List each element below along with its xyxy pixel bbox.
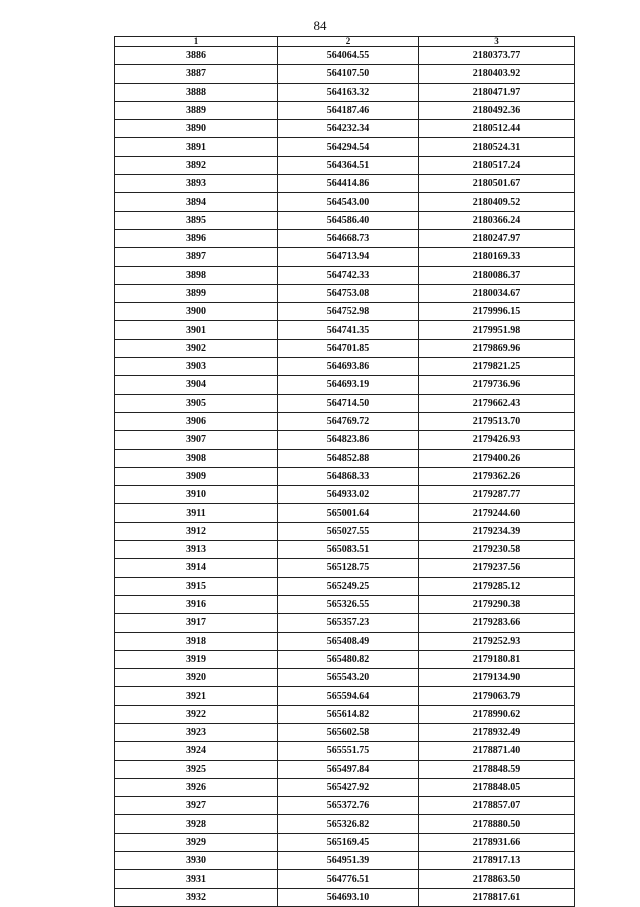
cell-point-number: 3909 [115,467,278,485]
cell-y-coordinate: 2178932.49 [419,723,575,741]
cell-y-coordinate: 2179063.79 [419,687,575,705]
cell-x-coordinate: 564753.08 [278,284,419,302]
cell-y-coordinate: 2180471.97 [419,83,575,101]
cell-x-coordinate: 564107.50 [278,65,419,83]
table-row [115,577,575,595]
coordinates-table [114,36,575,907]
cell-y-coordinate: 2180086.37 [419,266,575,284]
cell-y-coordinate: 2180512.44 [419,120,575,138]
cell-point-number: 3910 [115,486,278,504]
cell-y-coordinate: 2179996.15 [419,303,575,321]
cell-y-coordinate: 2179736.96 [419,376,575,394]
cell-x-coordinate: 565408.49 [278,632,419,650]
cell-point-number: 3889 [115,101,278,119]
cell-y-coordinate: 2179234.39 [419,522,575,540]
cell-point-number: 3926 [115,778,278,796]
cell-x-coordinate: 564693.10 [278,888,419,906]
cell-x-coordinate: 565326.82 [278,815,419,833]
cell-y-coordinate: 2180409.52 [419,193,575,211]
cell-x-coordinate: 565326.55 [278,595,419,613]
cell-y-coordinate: 2178848.05 [419,778,575,796]
cell-x-coordinate: 565001.64 [278,504,419,522]
table-row [115,687,575,705]
table-row [115,541,575,559]
table-row [115,120,575,138]
cell-point-number: 3914 [115,559,278,577]
cell-y-coordinate: 2179821.25 [419,358,575,376]
cell-y-coordinate: 2180169.33 [419,248,575,266]
table-row [115,632,575,650]
table-row [115,870,575,888]
table-row [115,412,575,430]
table-row [115,211,575,229]
cell-point-number: 3901 [115,321,278,339]
table-row [115,852,575,870]
column-header-point-number: 1 [115,37,278,47]
table-body [115,47,575,907]
table-row [115,376,575,394]
cell-point-number: 3928 [115,815,278,833]
cell-x-coordinate: 564713.94 [278,248,419,266]
page-number: 84 [313,18,327,33]
table-row [115,339,575,357]
cell-point-number: 3920 [115,669,278,687]
cell-point-number: 3927 [115,797,278,815]
cell-x-coordinate: 564823.86 [278,431,419,449]
cell-y-coordinate: 2178990.62 [419,705,575,723]
cell-x-coordinate: 565128.75 [278,559,419,577]
cell-y-coordinate: 2180373.77 [419,47,575,65]
cell-y-coordinate: 2179230.58 [419,541,575,559]
cell-x-coordinate: 564586.40 [278,211,419,229]
cell-y-coordinate: 2178848.59 [419,760,575,778]
cell-x-coordinate: 565602.58 [278,723,419,741]
cell-point-number: 3902 [115,339,278,357]
cell-point-number: 3931 [115,870,278,888]
table-row [115,303,575,321]
cell-y-coordinate: 2179252.93 [419,632,575,650]
table-row [115,723,575,741]
table-row [115,669,575,687]
cell-x-coordinate: 564668.73 [278,229,419,247]
table-row [115,248,575,266]
table-row [115,138,575,156]
cell-point-number: 3921 [115,687,278,705]
table-row [115,394,575,412]
table-row [115,614,575,632]
cell-point-number: 3894 [115,193,278,211]
table-row [115,83,575,101]
cell-y-coordinate: 2180524.31 [419,138,575,156]
table-row [115,760,575,778]
cell-y-coordinate: 2179244.60 [419,504,575,522]
cell-x-coordinate: 564742.33 [278,266,419,284]
cell-y-coordinate: 2180492.36 [419,101,575,119]
cell-point-number: 3888 [115,83,278,101]
cell-y-coordinate: 2178857.07 [419,797,575,815]
table-row [115,595,575,613]
cell-y-coordinate: 2178817.61 [419,888,575,906]
header-row [115,37,575,47]
cell-x-coordinate: 565169.45 [278,833,419,851]
cell-point-number: 3908 [115,449,278,467]
table-row [115,284,575,302]
cell-y-coordinate: 2180501.67 [419,175,575,193]
table-row [115,229,575,247]
cell-point-number: 3917 [115,614,278,632]
cell-y-coordinate: 2179662.43 [419,394,575,412]
cell-x-coordinate: 564933.02 [278,486,419,504]
cell-point-number: 3887 [115,65,278,83]
cell-x-coordinate: 565480.82 [278,650,419,668]
cell-point-number: 3893 [115,175,278,193]
table-row [115,705,575,723]
cell-y-coordinate: 2179180.81 [419,650,575,668]
cell-x-coordinate: 564741.35 [278,321,419,339]
cell-x-coordinate: 564714.50 [278,394,419,412]
table-row [115,522,575,540]
table-row [115,65,575,83]
cell-point-number: 3916 [115,595,278,613]
cell-point-number: 3907 [115,431,278,449]
table-row [115,486,575,504]
cell-point-number: 3896 [115,229,278,247]
cell-y-coordinate: 2179400.26 [419,449,575,467]
cell-point-number: 3919 [115,650,278,668]
cell-point-number: 3930 [115,852,278,870]
cell-y-coordinate: 2179237.56 [419,559,575,577]
cell-point-number: 3929 [115,833,278,851]
cell-x-coordinate: 565249.25 [278,577,419,595]
cell-x-coordinate: 564701.85 [278,339,419,357]
cell-y-coordinate: 2180366.24 [419,211,575,229]
table-row [115,742,575,760]
cell-point-number: 3895 [115,211,278,229]
table-row [115,650,575,668]
cell-y-coordinate: 2179426.93 [419,431,575,449]
column-header-y-coordinate: 3 [419,37,575,47]
table-row [115,47,575,65]
cell-x-coordinate: 564752.98 [278,303,419,321]
cell-x-coordinate: 564852.88 [278,449,419,467]
table-row [115,321,575,339]
cell-point-number: 3886 [115,47,278,65]
table-row [115,833,575,851]
cell-point-number: 3904 [115,376,278,394]
cell-point-number: 3924 [115,742,278,760]
cell-x-coordinate: 564769.72 [278,412,419,430]
table-row [115,815,575,833]
cell-x-coordinate: 565027.55 [278,522,419,540]
cell-y-coordinate: 2179869.96 [419,339,575,357]
cell-y-coordinate: 2178917.13 [419,852,575,870]
cell-x-coordinate: 564294.54 [278,138,419,156]
cell-point-number: 3905 [115,394,278,412]
cell-x-coordinate: 565543.20 [278,669,419,687]
column-header-x-coordinate: 2 [278,37,419,47]
cell-point-number: 3891 [115,138,278,156]
cell-y-coordinate: 2179290.38 [419,595,575,613]
cell-point-number: 3912 [115,522,278,540]
table-row [115,778,575,796]
cell-y-coordinate: 2180403.92 [419,65,575,83]
table-row [115,358,575,376]
cell-x-coordinate: 564364.51 [278,156,419,174]
cell-x-coordinate: 565427.92 [278,778,419,796]
cell-x-coordinate: 564951.39 [278,852,419,870]
table-row [115,193,575,211]
cell-point-number: 3890 [115,120,278,138]
cell-point-number: 3900 [115,303,278,321]
cell-x-coordinate: 564187.46 [278,101,419,119]
cell-x-coordinate: 565497.84 [278,760,419,778]
cell-y-coordinate: 2178931.66 [419,833,575,851]
cell-y-coordinate: 2178871.40 [419,742,575,760]
table-row [115,449,575,467]
cell-y-coordinate: 2178863.50 [419,870,575,888]
table-header [115,37,575,47]
cell-y-coordinate: 2178880.50 [419,815,575,833]
table-row [115,175,575,193]
cell-x-coordinate: 565594.64 [278,687,419,705]
cell-point-number: 3915 [115,577,278,595]
cell-y-coordinate: 2179287.77 [419,486,575,504]
cell-x-coordinate: 564064.55 [278,47,419,65]
table-row [115,797,575,815]
cell-x-coordinate: 564543.00 [278,193,419,211]
cell-x-coordinate: 564163.32 [278,83,419,101]
cell-x-coordinate: 564776.51 [278,870,419,888]
cell-y-coordinate: 2179283.66 [419,614,575,632]
cell-point-number: 3913 [115,541,278,559]
cell-y-coordinate: 2180517.24 [419,156,575,174]
cell-point-number: 3898 [115,266,278,284]
cell-x-coordinate: 565083.51 [278,541,419,559]
cell-point-number: 3906 [115,412,278,430]
cell-x-coordinate: 565357.23 [278,614,419,632]
cell-y-coordinate: 2179951.98 [419,321,575,339]
cell-point-number: 3892 [115,156,278,174]
cell-point-number: 3923 [115,723,278,741]
cell-point-number: 3903 [115,358,278,376]
table-row [115,559,575,577]
cell-point-number: 3932 [115,888,278,906]
cell-point-number: 3911 [115,504,278,522]
cell-point-number: 3899 [115,284,278,302]
table-row [115,156,575,174]
cell-y-coordinate: 2180247.97 [419,229,575,247]
cell-y-coordinate: 2179362.26 [419,467,575,485]
cell-point-number: 3897 [115,248,278,266]
cell-point-number: 3925 [115,760,278,778]
cell-y-coordinate: 2179513.70 [419,412,575,430]
table-row [115,504,575,522]
cell-x-coordinate: 564693.19 [278,376,419,394]
cell-x-coordinate: 564868.33 [278,467,419,485]
table-row [115,467,575,485]
cell-y-coordinate: 2179285.12 [419,577,575,595]
cell-x-coordinate: 564693.86 [278,358,419,376]
cell-x-coordinate: 565614.82 [278,705,419,723]
table-row [115,431,575,449]
cell-x-coordinate: 564232.34 [278,120,419,138]
table-row [115,888,575,906]
cell-y-coordinate: 2180034.67 [419,284,575,302]
cell-point-number: 3922 [115,705,278,723]
cell-x-coordinate: 565372.76 [278,797,419,815]
cell-x-coordinate: 564414.86 [278,175,419,193]
cell-point-number: 3918 [115,632,278,650]
table-row [115,266,575,284]
cell-y-coordinate: 2179134.90 [419,669,575,687]
table-row [115,101,575,119]
cell-x-coordinate: 565551.75 [278,742,419,760]
